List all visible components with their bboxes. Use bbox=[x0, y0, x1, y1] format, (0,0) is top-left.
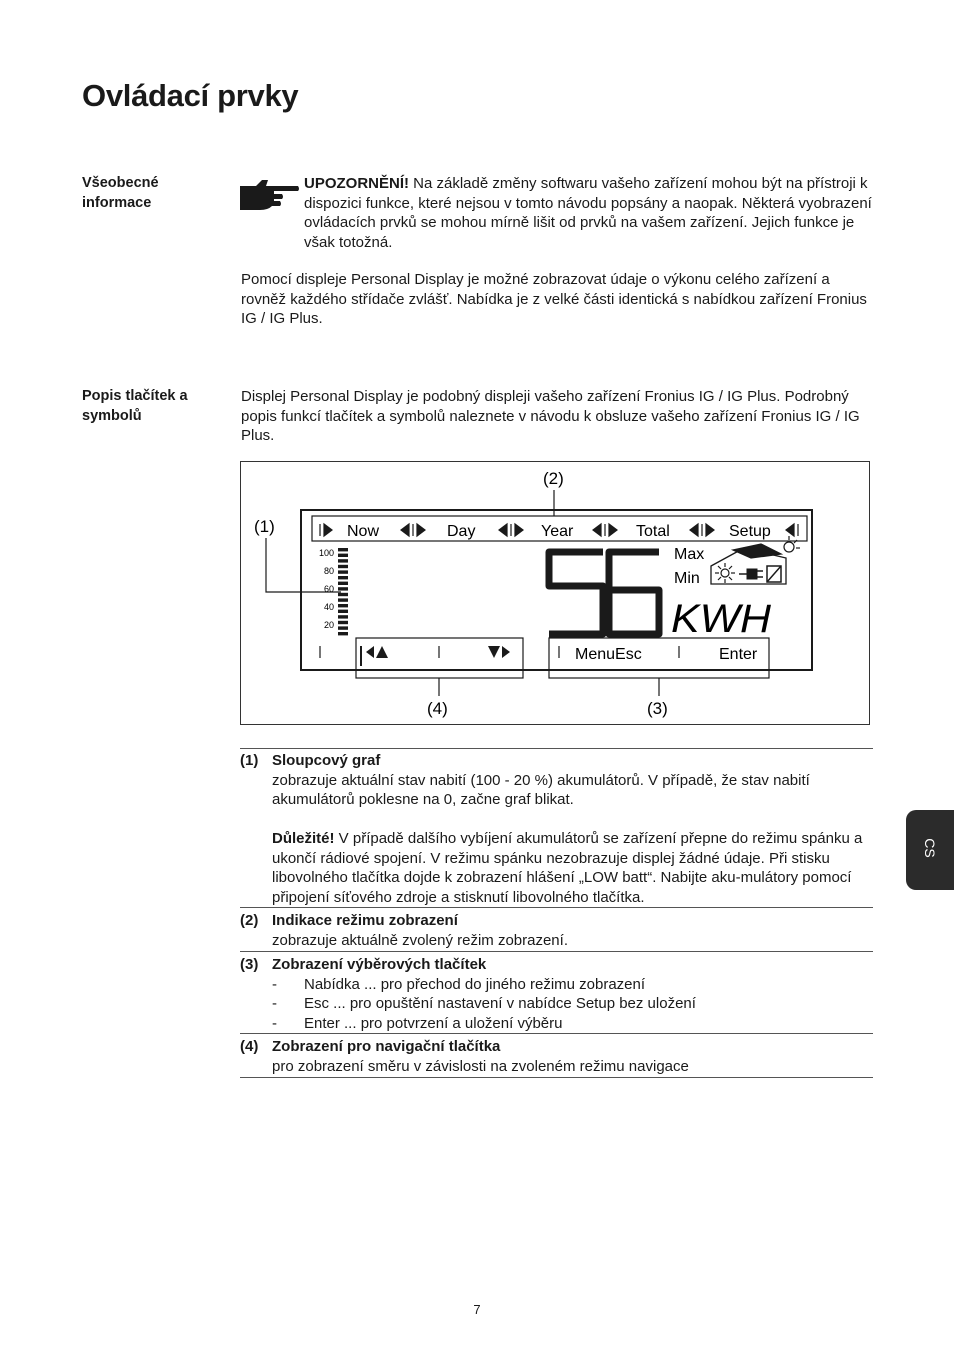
bullet-item: - Esc ... pro opuštění nastavení v nabídce Setup bez uložení bbox=[272, 995, 696, 1012]
list-rule-4 bbox=[240, 1033, 873, 1034]
plug-icon bbox=[739, 569, 763, 579]
bullet-item: - Nabídka ... pro přechod do jiného režimu zobrazení bbox=[272, 975, 646, 993]
unit-text: KWH bbox=[671, 597, 772, 641]
page-number: 7 bbox=[473, 1302, 481, 1317]
bar-segment bbox=[338, 565, 348, 568]
enter-label: Enter bbox=[719, 646, 758, 663]
value-digits bbox=[549, 552, 659, 634]
notice-text: Na základě změny softwaru vašeho zařízení mohou být na přístroji k dispozici funkce, které nejsou v tomto návodu popsány a naopak. Některá vyobrazení ovládacích prvků se mohou mírně lišit od prvků na vašem zařízení. Jejich funkce je však totožná. bbox=[304, 175, 872, 251]
mode-year: Year bbox=[541, 523, 574, 540]
nav-down-right-arrows bbox=[488, 646, 510, 658]
section-heading-buttons: Popis tlačítek a symbolů bbox=[82, 388, 188, 424]
bar-segment bbox=[338, 604, 348, 607]
important-label: Důležité! bbox=[272, 830, 335, 847]
bullet-item: - Enter ... pro potvrzení a uložení výběru bbox=[272, 1014, 563, 1032]
bar-segment bbox=[338, 559, 348, 562]
max-label: Max bbox=[674, 546, 705, 563]
list-rule-3 bbox=[240, 951, 873, 952]
bar-segment bbox=[338, 632, 348, 635]
menu-esc-label: MenuEsc bbox=[575, 646, 642, 663]
mode-now: Now bbox=[347, 523, 380, 540]
inverter-icon bbox=[767, 566, 781, 582]
item-4-title: Zobrazení pro navigační tlačítka bbox=[272, 1038, 501, 1055]
list-rule-2 bbox=[240, 907, 873, 908]
item-4-text: pro zobrazení směru v závislosti na zvoleném režimu navigace bbox=[272, 1057, 689, 1075]
description-paragraph: Displej Personal Display je podobný displeji vašeho zařízení Fronius IG / IG Plus. Podrobný popis funkcí tlačítek a symbolů naleznete v návodu k obsluze vašeho zařízení Fronius IG / IG Plus. bbox=[241, 388, 860, 444]
bulb-icon bbox=[784, 536, 800, 552]
display-illustration bbox=[241, 462, 869, 724]
bar-segment bbox=[338, 615, 348, 618]
bar-segment bbox=[338, 598, 348, 601]
bar-segment bbox=[338, 610, 348, 613]
bar-label-100: 100 bbox=[318, 548, 334, 558]
item-2-text: zobrazuje aktuálně zvolený režim zobrazení. bbox=[272, 931, 568, 949]
item-1-text: zobrazuje aktuální stav nabití (100 - 20 %) akumulátorů. V případě, že stav nabití akumulátorů poklesne na 0, začne graf blikat. bbox=[272, 771, 810, 808]
page-title: Ovládací prvky bbox=[82, 78, 299, 113]
callout-4: (4) bbox=[427, 699, 448, 718]
mode-total: Total bbox=[636, 523, 670, 540]
item-3-title: Zobrazení výběrových tlačítek bbox=[272, 956, 487, 973]
bar-label-60: 60 bbox=[323, 584, 334, 594]
item-1-title: Sloupcový graf bbox=[272, 752, 381, 769]
pointing-hand-icon bbox=[240, 176, 300, 212]
callout-1: (1) bbox=[254, 517, 275, 536]
min-label: Min bbox=[674, 570, 700, 587]
bar-segment bbox=[338, 554, 348, 557]
bar-segment bbox=[338, 621, 348, 624]
bar-segment bbox=[338, 570, 348, 573]
section-heading-general: Všeobecné informace bbox=[82, 175, 159, 211]
important-text: V případě dalšího vybíjení akumulátorů se zařízení přepne do režimu spánku a ukončí rádiové spojení. V režimu spánku nezobrazuje displej žádné údaje. Při stisku libovolného tlačítka dojde k zobrazení hlášení „LOW batt“. Nabijte aku-mulátory pomocí připojení síťového zdroje a stisknutí libovolného tlačítka. bbox=[272, 830, 863, 906]
bar-segment bbox=[338, 626, 348, 629]
notice-paragraph bbox=[304, 174, 872, 252]
language-tab: CS bbox=[906, 810, 954, 890]
bar-segment bbox=[338, 582, 348, 585]
callout-2: (2) bbox=[543, 469, 564, 488]
bar-segment bbox=[338, 576, 348, 579]
bar-segment bbox=[338, 593, 348, 596]
notice-label: UPOZORNĚNÍ! bbox=[304, 175, 409, 192]
bar-segment bbox=[338, 548, 348, 551]
callout-3: (3) bbox=[647, 699, 668, 718]
item-2-title: Indikace režimu zobrazení bbox=[272, 912, 458, 929]
display-figure bbox=[240, 461, 870, 725]
mode-setup: Setup bbox=[729, 523, 771, 540]
list-rule-bottom bbox=[240, 1077, 873, 1078]
bar-label-20: 20 bbox=[323, 620, 334, 630]
bar-segment bbox=[338, 587, 348, 590]
bar-label-40: 40 bbox=[323, 602, 334, 612]
mode-day: Day bbox=[447, 523, 476, 540]
intro-paragraph: Pomocí displeje Personal Display je možné zobrazovat údaje o výkonu celého zařízení a rovněž každého střídače zvlášť. Nabídka je z velké části identická s nabídkou zařízení Fronius IG / IG Plus. bbox=[241, 271, 867, 327]
nav-left-up-arrows bbox=[366, 646, 388, 658]
bar-label-80: 80 bbox=[323, 566, 334, 576]
sun-icon bbox=[715, 563, 735, 583]
list-rule-top bbox=[240, 748, 873, 749]
